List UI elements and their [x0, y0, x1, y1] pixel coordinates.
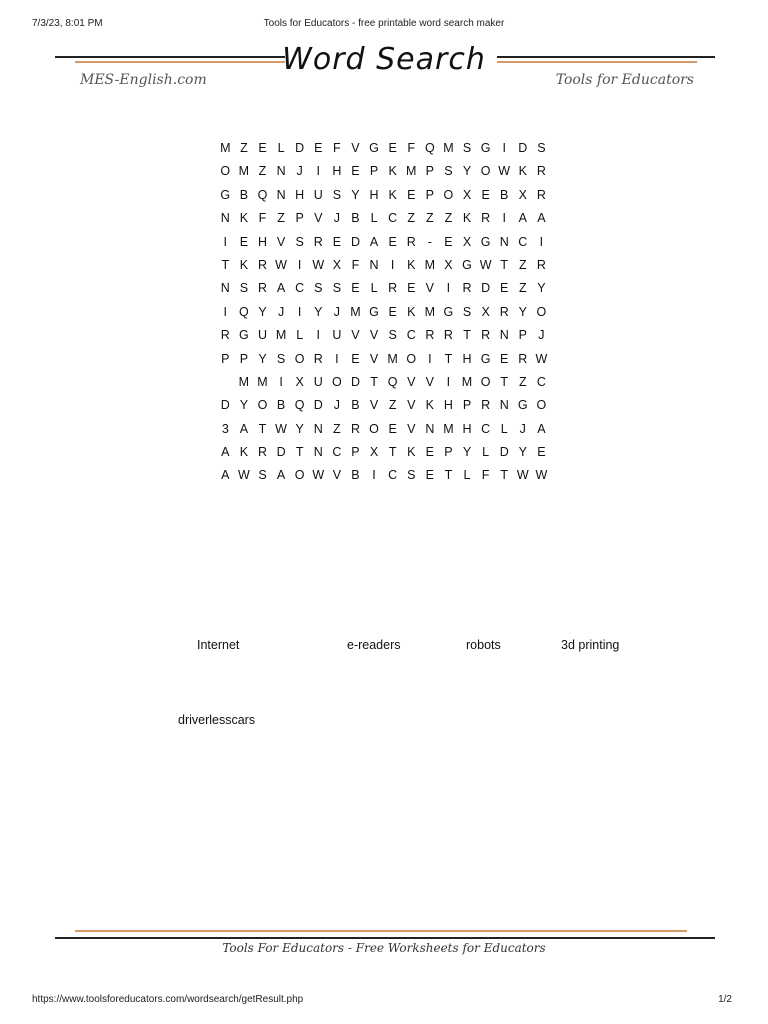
footer-tagline: Tools For Educators - Free Worksheets for Educators	[222, 941, 546, 955]
grid-cell: G	[480, 234, 491, 249]
word-list-item: Internet	[197, 638, 240, 652]
grid-cell: C	[295, 281, 305, 296]
grid-cell: K	[407, 257, 416, 272]
grid-cell: O	[220, 164, 231, 179]
grid-cell: M	[406, 164, 417, 179]
grid-cell: T	[500, 374, 509, 389]
grid-cell: V	[369, 328, 379, 343]
grid-cell: I	[297, 304, 302, 319]
grid-cell: V	[332, 468, 342, 483]
grid-cell: T	[258, 421, 267, 436]
grid-cell: L	[296, 328, 304, 343]
grid-cell: X	[481, 304, 490, 319]
grid-cell: E	[388, 141, 397, 155]
grid-cell: E	[351, 351, 360, 366]
grid-cell: R	[443, 328, 453, 343]
grid-cell: E	[500, 351, 509, 366]
grid-cell: R	[425, 328, 435, 343]
grid-cell: S	[295, 234, 304, 249]
grid-cell: O	[536, 304, 547, 319]
grid-cell: S	[239, 281, 249, 296]
grid-cell: T	[500, 468, 509, 483]
grid-cell: O	[257, 398, 268, 413]
print-url: https://www.toolsforeducators.com/wordsearch/getResult.php	[32, 994, 304, 1005]
grid-cell: R	[388, 281, 398, 296]
grid-cell: M	[238, 374, 250, 389]
grid-cell: S	[332, 281, 342, 296]
grid-cell: X	[295, 374, 304, 389]
grid-cell: G	[480, 351, 491, 366]
grid-cell: J	[296, 164, 303, 179]
grid-cell: I	[446, 374, 451, 389]
grid-cell: O	[294, 468, 305, 483]
grid-cell: T	[295, 445, 304, 460]
grid-cell: R	[481, 211, 491, 226]
word-list-item: 3d printing	[561, 638, 620, 652]
grid-cell: N	[220, 281, 230, 296]
grid-cell: P	[425, 164, 434, 179]
grid-cell: G	[369, 141, 379, 155]
grid-cell: P	[295, 211, 304, 226]
grid-cell: A	[537, 421, 546, 436]
grid-cell: M	[443, 421, 454, 436]
grid-cell: B	[351, 398, 360, 413]
grid-cell: Y	[518, 445, 527, 460]
grid-cell: D	[518, 141, 528, 155]
grid-cell: E	[407, 187, 416, 202]
grid-cell: E	[537, 445, 546, 460]
grid-cell: I	[223, 234, 228, 249]
grid-cell: T	[388, 445, 397, 460]
grid-cell: D	[220, 398, 230, 413]
grid-cell: C	[406, 328, 416, 343]
grid-cell: Z	[444, 211, 453, 226]
grid-cell: W	[312, 468, 325, 483]
grid-cell: M	[424, 304, 436, 319]
grid-cell: N	[313, 445, 323, 460]
grid-cell: P	[369, 164, 379, 179]
grid-cell: U	[257, 328, 267, 343]
grid-cell: M	[275, 328, 287, 343]
grid-cell: K	[388, 187, 397, 202]
grid-cell: R	[257, 281, 267, 296]
grid-cell: L	[370, 281, 378, 296]
grid-cell: D	[350, 374, 360, 389]
grid-cell: T	[463, 328, 471, 343]
grid-cell: P	[462, 398, 472, 413]
grid-cell: L	[277, 141, 285, 155]
grid-cell: K	[425, 398, 434, 413]
grid-cell: T	[221, 257, 230, 272]
grid-cell: O	[369, 421, 379, 436]
grid-cell: X	[332, 257, 342, 272]
grid-cell: R	[536, 187, 546, 202]
grid-cell: Z	[426, 211, 434, 226]
grid-cell: E	[444, 234, 453, 249]
grid-cell: R	[257, 445, 267, 460]
grid-cell: E	[332, 234, 342, 249]
grid-cell: V	[369, 398, 379, 413]
grid-cell: W	[275, 257, 287, 272]
grid-cell: A	[239, 421, 249, 436]
grid-cell: W	[312, 257, 325, 272]
grid-cell: F	[333, 141, 341, 155]
grid-cell: M	[424, 257, 436, 272]
grid-cell: L	[482, 445, 490, 460]
grid-cell: R	[406, 234, 416, 249]
grid-cell: E	[425, 445, 434, 460]
grid-cell: G	[220, 187, 231, 202]
grid-cell: O	[294, 351, 305, 366]
grid-cell: D	[313, 398, 323, 413]
grid-cell: U	[313, 374, 323, 389]
grid-cell: Y	[314, 304, 323, 319]
grid-cell: G	[239, 328, 249, 343]
grid-cell: R	[313, 351, 323, 366]
grid-cell: R	[481, 328, 491, 343]
grid-cell: A	[518, 211, 527, 226]
grid-cell: C	[481, 421, 491, 436]
grid-cell: K	[462, 211, 472, 226]
grid-cell: Y	[462, 445, 472, 460]
grid-cell: L	[463, 468, 471, 483]
grid-cell: I	[316, 164, 320, 179]
grid-cell: W	[535, 351, 548, 366]
grid-cell: N	[276, 187, 286, 202]
grid-cell: R	[220, 328, 230, 343]
grid-cell: G	[517, 398, 528, 413]
grid-cell: C	[388, 211, 398, 226]
grid-cell: E	[388, 234, 397, 249]
grid-cell: M	[220, 141, 231, 155]
grid-cell: M	[461, 374, 473, 389]
grid-cell: Q	[424, 141, 435, 155]
grid-cell: N	[276, 164, 286, 179]
grid-cell: Z	[407, 211, 416, 226]
grid-cell: X	[462, 234, 472, 249]
grid-cell: V	[351, 328, 360, 343]
grid-cell: S	[537, 141, 546, 155]
grid-cell: T	[444, 351, 453, 366]
grid-cell: R	[536, 164, 546, 179]
grid-cell: I	[446, 281, 451, 296]
word-list-item: robots	[466, 638, 501, 652]
grid-cell: S	[332, 187, 342, 202]
grid-cell: V	[425, 281, 434, 296]
grid-cell: I	[279, 374, 283, 389]
grid-cell: R	[481, 398, 491, 413]
grid-cell: S	[258, 468, 267, 483]
grid-cell: -	[427, 234, 432, 249]
grid-cell: 3	[221, 421, 229, 436]
grid-cell: E	[314, 141, 323, 155]
grid-cell: V	[407, 398, 416, 413]
grid-cell: W	[479, 257, 492, 272]
grid-cell: N	[499, 234, 509, 249]
grid-cell: Y	[462, 164, 472, 179]
grid-cell: A	[276, 468, 286, 483]
grid-cell: D	[295, 141, 305, 155]
grid-cell: M	[350, 304, 361, 319]
grid-cell: W	[275, 421, 287, 436]
grid-cell: C	[388, 468, 398, 483]
grid-cell: H	[332, 164, 342, 179]
grid-cell: N	[369, 257, 379, 272]
worksheet-title: Word Search	[282, 42, 486, 77]
grid-cell: T	[444, 468, 453, 483]
grid-cell: L	[370, 211, 378, 226]
grid-cell: O	[480, 374, 491, 389]
grid-cell: V	[407, 421, 416, 436]
grid-cell: P	[425, 187, 434, 202]
grid-cell: Y	[258, 351, 267, 366]
grid-cell: P	[351, 445, 360, 460]
site-name-left: MES-English.com	[80, 72, 207, 88]
grid-cell: I	[335, 351, 339, 366]
grid-cell: F	[258, 211, 267, 226]
grid-cell: T	[370, 374, 378, 389]
grid-cell: I	[316, 328, 320, 343]
grid-cell: H	[462, 351, 472, 366]
grid-cell: K	[388, 164, 397, 179]
grid-cell: G	[369, 304, 379, 319]
grid-cell: G	[443, 304, 454, 319]
grid-cell: F	[351, 257, 360, 272]
grid-cell: I	[372, 468, 376, 483]
grid-cell: K	[239, 445, 249, 460]
grid-cell: E	[239, 234, 249, 249]
grid-cell: I	[428, 351, 432, 366]
grid-cell: V	[351, 141, 360, 155]
grid-cell: Z	[258, 164, 267, 179]
grid-cell: H	[295, 187, 305, 202]
grid-cell: Y	[239, 398, 249, 413]
grid-cell: I	[223, 304, 228, 319]
grid-cell: P	[239, 351, 249, 366]
grid-cell: Q	[257, 187, 268, 202]
grid-cell: H	[443, 398, 453, 413]
grid-cell: W	[237, 468, 250, 483]
grid-cell: W	[516, 468, 529, 483]
grid-cell: M	[387, 351, 398, 366]
grid-cell: P	[518, 328, 527, 343]
grid-cell: J	[333, 398, 340, 413]
grid-cell: K	[518, 164, 527, 179]
grid-cell: E	[388, 421, 397, 436]
grid-cell: S	[462, 304, 472, 319]
grid-cell: J	[333, 304, 340, 319]
grid-cell: I	[539, 234, 544, 249]
grid-cell: A	[537, 211, 546, 226]
grid-cell: D	[276, 445, 286, 460]
grid-cell: A	[221, 468, 230, 483]
grid-cell: U	[313, 187, 323, 202]
grid-cell: A	[369, 234, 379, 249]
grid-cell: J	[538, 328, 545, 343]
grid-cell: Z	[333, 421, 341, 436]
grid-cell: K	[407, 304, 416, 319]
grid-cell: Y	[295, 421, 304, 436]
grid-cell: R	[257, 257, 267, 272]
grid-cell: S	[276, 351, 286, 366]
grid-cell: L	[500, 421, 508, 436]
grid-cell: R	[518, 351, 528, 366]
grid-cell: O	[480, 164, 491, 179]
grid-cell: X	[518, 187, 527, 202]
grid-cell: X	[462, 187, 472, 202]
grid-cell: C	[536, 374, 546, 389]
grid-cell: B	[239, 187, 249, 202]
grid-cell: S	[314, 281, 323, 296]
grid-cell: R	[499, 304, 509, 319]
grid-cell: D	[481, 281, 491, 296]
grid-cell: B	[351, 468, 360, 483]
grid-cell: B	[351, 211, 360, 226]
grid-cell: K	[407, 445, 416, 460]
grid-cell: D	[350, 234, 360, 249]
grid-cell: K	[239, 257, 249, 272]
print-page-title: Tools for Educators - free printable word search maker	[263, 18, 505, 29]
grid-cell: M	[443, 141, 454, 155]
grid-cell: O	[443, 187, 454, 202]
grid-cell: V	[314, 211, 323, 226]
grid-cell: Q	[239, 304, 249, 319]
grid-cell: N	[425, 421, 435, 436]
grid-cell: R	[350, 421, 360, 436]
grid-cell: O	[331, 374, 342, 389]
grid-cell: P	[444, 445, 453, 460]
grid-cell: Y	[518, 304, 527, 319]
grid-cell: I	[502, 141, 506, 155]
word-list-item: e-readers	[347, 638, 401, 652]
grid-cell: M	[257, 374, 268, 389]
grid-cell: M	[238, 164, 250, 179]
grid-cell: S	[407, 468, 416, 483]
grid-cell: Q	[294, 398, 305, 413]
grid-cell: N	[313, 421, 323, 436]
grid-cell: V	[407, 374, 416, 389]
grid-cell: I	[502, 211, 506, 226]
grid-cell: N	[499, 328, 509, 343]
grid-cell: Z	[518, 257, 527, 272]
word-search-grid	[216, 140, 551, 491]
grid-cell: H	[462, 421, 472, 436]
footer-rule-orange	[75, 930, 687, 932]
grid-cell: Z	[518, 374, 527, 389]
grid-cell: E	[425, 468, 434, 483]
grid-cell: W	[498, 164, 511, 179]
grid-cell: V	[276, 234, 286, 249]
grid-cell: T	[500, 257, 509, 272]
grid-cell: K	[239, 211, 249, 226]
grid-cell: R	[536, 257, 546, 272]
grid-cell: N	[499, 398, 509, 413]
grid-cell: X	[444, 257, 453, 272]
grid-cell: C	[332, 445, 342, 460]
grid-cell: I	[390, 257, 395, 272]
grid-cell: G	[480, 141, 491, 155]
grid-cell: Z	[518, 281, 527, 296]
grid-cell: A	[276, 281, 286, 296]
grid-cell: Z	[277, 211, 285, 226]
grid-cell: F	[481, 468, 490, 483]
word-list-item: driverlesscars	[178, 713, 256, 727]
grid-cell: E	[481, 187, 490, 202]
grid-cell: Z	[240, 141, 248, 155]
grid-cell: D	[499, 445, 509, 460]
grid-cell: H	[257, 234, 267, 249]
grid-cell: V	[425, 374, 434, 389]
grid-cell: U	[332, 328, 342, 343]
grid-cell: J	[277, 304, 285, 319]
grid-cell: E	[388, 304, 397, 319]
grid-cell: A	[221, 445, 230, 460]
grid-cell: B	[276, 398, 286, 413]
grid-cell: C	[518, 234, 528, 249]
grid-cell: X	[369, 445, 379, 460]
grid-cell: P	[221, 351, 230, 366]
footer-rule-black	[55, 937, 715, 939]
grid-cell: S	[462, 141, 472, 155]
site-name-right: Tools for Educators	[555, 72, 694, 88]
grid-cell: R	[462, 281, 472, 296]
grid-cell: V	[369, 351, 379, 366]
grid-cell: N	[220, 211, 230, 226]
grid-cell: E	[500, 281, 509, 296]
grid-cell: J	[519, 421, 526, 436]
print-datetime: 7/3/23, 8:01 PM	[32, 18, 103, 29]
grid-cell: E	[407, 281, 416, 296]
grid-cell: E	[351, 281, 360, 296]
grid-cell: I	[297, 257, 302, 272]
grid-cell: W	[535, 468, 548, 483]
grid-cell: O	[406, 351, 417, 366]
grid-cell: Y	[351, 187, 360, 202]
grid-cell: G	[462, 257, 472, 272]
grid-cell: S	[388, 328, 397, 343]
grid-cell	[216, 374, 235, 397]
grid-cell: H	[369, 187, 379, 202]
grid-cell: Q	[387, 374, 398, 389]
grid-cell: Z	[388, 398, 397, 413]
print-page-number: 1/2	[718, 994, 732, 1005]
grid-cell: Y	[537, 281, 546, 296]
grid-cell: J	[333, 211, 340, 226]
grid-cell: B	[500, 187, 509, 202]
grid-cell: S	[444, 164, 453, 179]
grid-cell: E	[258, 141, 267, 155]
grid-cell: R	[313, 234, 323, 249]
grid-cell: O	[536, 398, 547, 413]
grid-cell: Y	[258, 304, 267, 319]
grid-cell: E	[351, 164, 360, 179]
grid-cell: F	[407, 141, 416, 155]
